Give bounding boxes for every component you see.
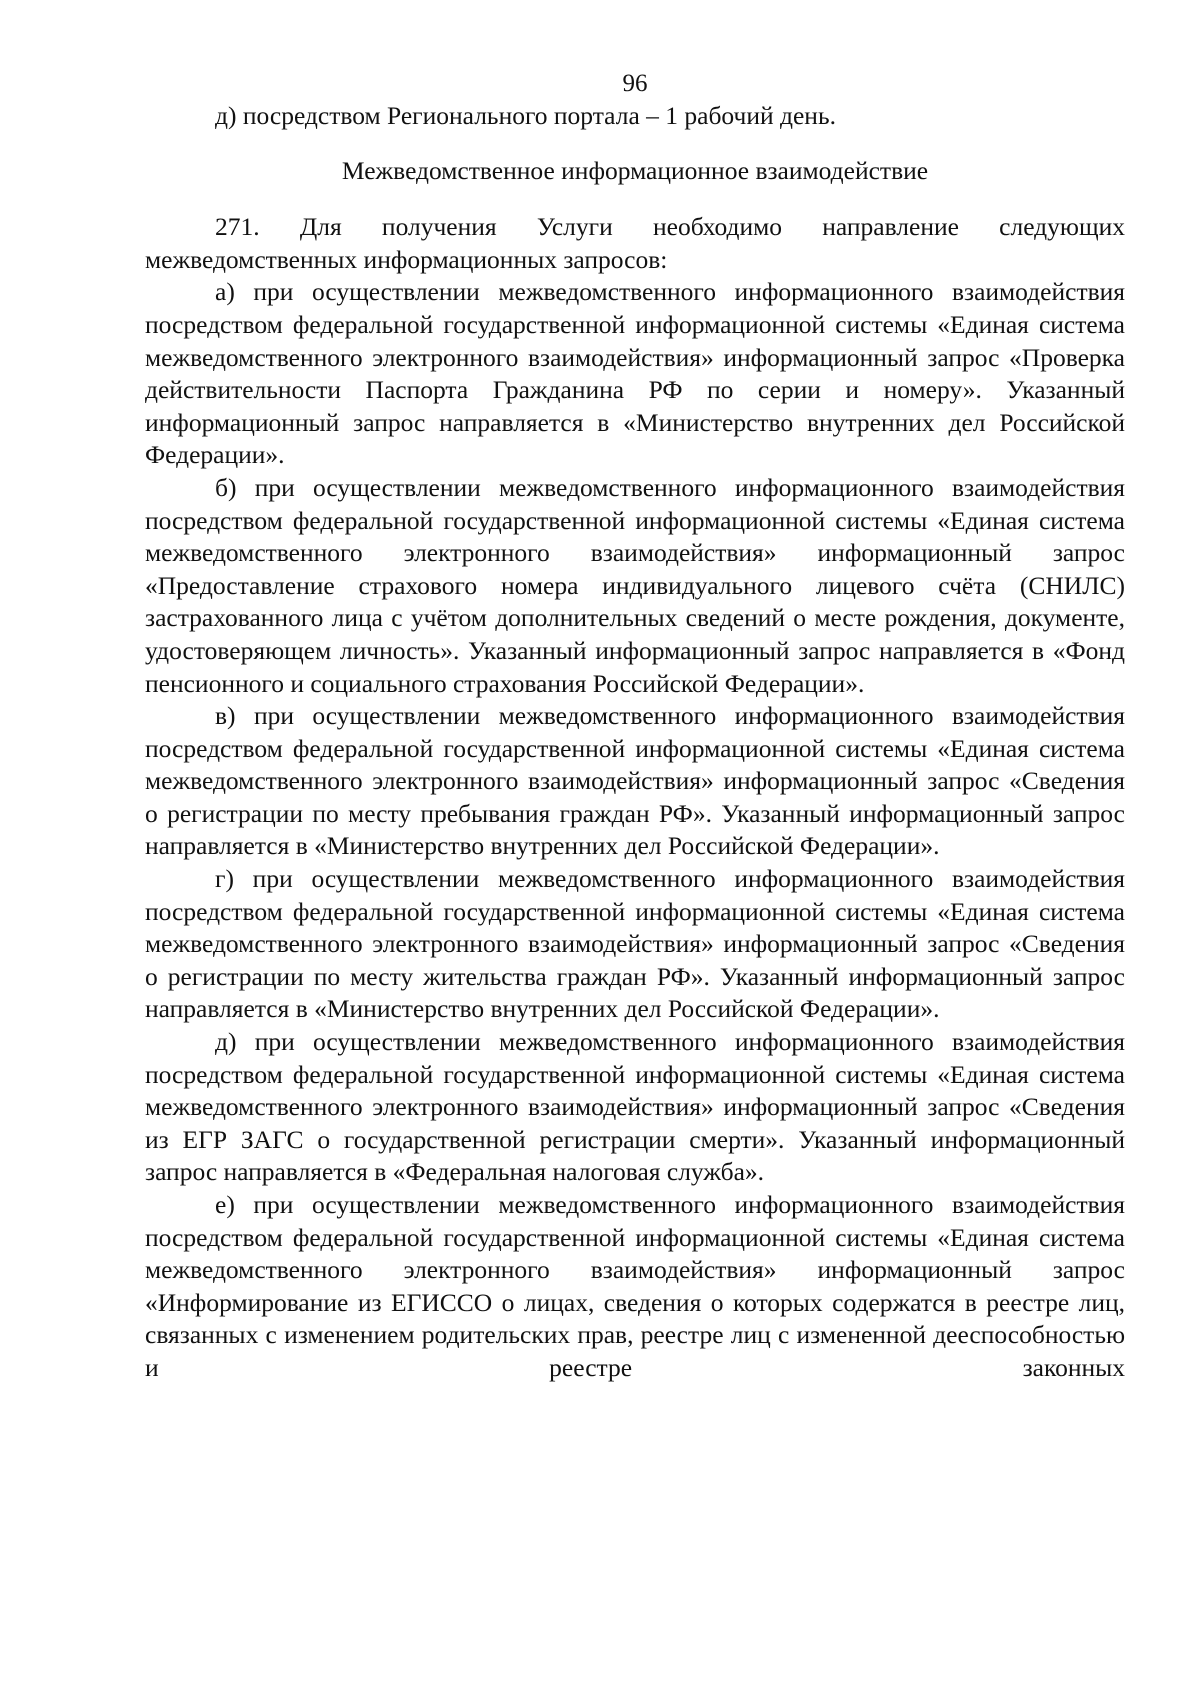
paragraph-item-d: д) при осуществлении межведомственного информационного взаимодействия посредством федеральной государственной информационной системы «Единая система межведомственного электронного взаимодействия» информационный запрос «Сведения из ЕГР ЗАГС о государственной регистрации смерти». Указанный информационный запрос направляется в «Федеральная налоговая служба». (145, 1027, 1125, 1187)
paragraph-item-b: б) при осуществлении межведомственного информационного взаимодействия посредством федеральной государственной информационной системы «Единая система межведомственного электронного взаимодействия» информационный запрос «Предоставление страхового номера индивидуального лицевого счёта (СНИЛС) застрахованного лица с учётом дополнительных сведений о месте рождения, документе, удостоверяющем личность». Указанный информационный запрос направляется в «Фонд пенсионного и социального страхования Российской Федерации». (145, 472, 1125, 698)
document-page (145, 68, 1125, 1385)
paragraph-item-a: а) при осуществлении межведомственного информационного взаимодействия посредством федеральной государственной информационной системы «Единая система межведомственного электронного взаимодействия» информационный запрос «Проверка действительности Паспорта Гражданина РФ по серии и номеру». Указанный информационный запрос направляется в «Министерство внутренних дел Российской Федерации». (145, 277, 1125, 470)
paragraph-item-v: в) при осуществлении межведомственного информационного взаимодействия посредством федеральной государственной информационной системы «Единая система межведомственного электронного взаимодействия» информационный запрос «Сведения о регистрации по месту пребывания граждан РФ». Указанный информационный запрос направляется в «Министерство внутренних дел Российской Федерации». (145, 701, 1125, 861)
section-heading: Межведомственное информационное взаимодействие (341, 155, 929, 185)
paragraph-item-g: г) при осуществлении межведомственного информационного взаимодействия посредством федеральной государственной информационной системы «Единая система межведомственного электронного взаимодействия» информационный запрос «Сведения о регистрации по месту жительства граждан РФ». Указанный информационный запрос направляется в «Министерство внутренних дел Российской Федерации». (145, 864, 1125, 1024)
page-number: 96 (622, 70, 648, 97)
paragraph-item-e: е) при осуществлении межведомственного информационного взаимодействия посредством федеральной государственной информационной системы «Единая система межведомственного электронного взаимодействия» информационный запрос «Информирование из ЕГИССО о лицах, сведения о которых содержатся в реестре лиц, связанных с изменением родительских прав, реестре лиц с измененной дееспособностью и реестре законных (145, 1190, 1125, 1382)
paragraph-271: 271. Для получения Услуги необходимо направление следующих межведомственных информационных запросов: (145, 212, 1125, 274)
paragraph-item-d-portal: д) посредством Регионального портала – 1 рабочий день. (215, 101, 836, 130)
